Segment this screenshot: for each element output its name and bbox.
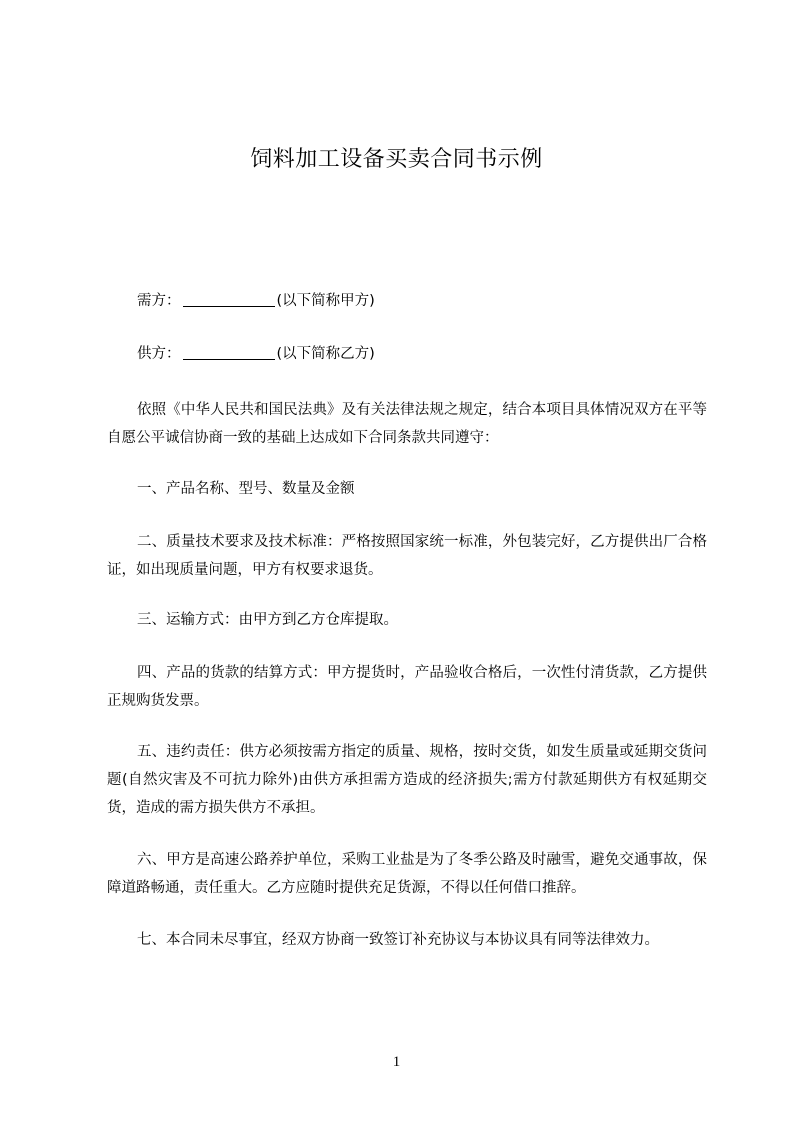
- clause-5: 五、违约责任：供方必须按需方指定的质量、规格，按时交货，如发生质量或延期交货问题(自然灾害及不可抗力除外)由供方承担需方造成的经济损失;需方付款延期供方有权延期交货，造成的需方损失供方不承担。: [107, 744, 707, 816]
- seller-line: [137, 340, 375, 368]
- buyer-suffix: (以下简称甲方): [276, 293, 375, 309]
- seller-blank-field: [183, 343, 275, 360]
- seller-suffix: (以下简称乙方): [276, 346, 375, 362]
- clause-2: 二、质量技术要求及技术标准：严格按照国家统一标准，外包装完好，乙方提供出厂合格证，如出现质量问题，甲方有权要求退货。: [107, 534, 707, 578]
- clause-4: 四、产品的货款的结算方式：甲方提货时，产品验收合格后，一次性付清货款，乙方提供正规购货发票。: [107, 665, 707, 709]
- buyer-line: [137, 287, 375, 315]
- clause-6: 六、甲方是高速公路养护单位，采购工业盐是为了冬季公路及时融雪，避免交通事故，保障道路畅通，责任重大。乙方应随时提供充足货源，不得以任何借口推辞。: [107, 852, 707, 896]
- document-title: 饲料加工设备买卖合同书示例: [250, 147, 543, 172]
- clause-3: 三、运输方式：由甲方到乙方仓库提取。: [137, 612, 398, 628]
- page-number: 1: [392, 1054, 401, 1070]
- clause-7: 七、本合同未尽事宜，经双方协商一致签订补充协议与本协议具有同等法律效力。: [137, 932, 659, 948]
- intro-paragraph: 依照《中华人民共和国民法典》及有关法律法规之规定，结合本项目具体情况双方在平等自愿公平诚信协商一致的基础上达成如下合同条款共同遵守：: [107, 402, 707, 446]
- buyer-blank-field: [183, 290, 275, 307]
- clause-1: 一、产品名称、型号、数量及金额: [137, 481, 355, 497]
- seller-label: 供方：: [137, 346, 181, 362]
- buyer-label: 需方：: [137, 293, 181, 309]
